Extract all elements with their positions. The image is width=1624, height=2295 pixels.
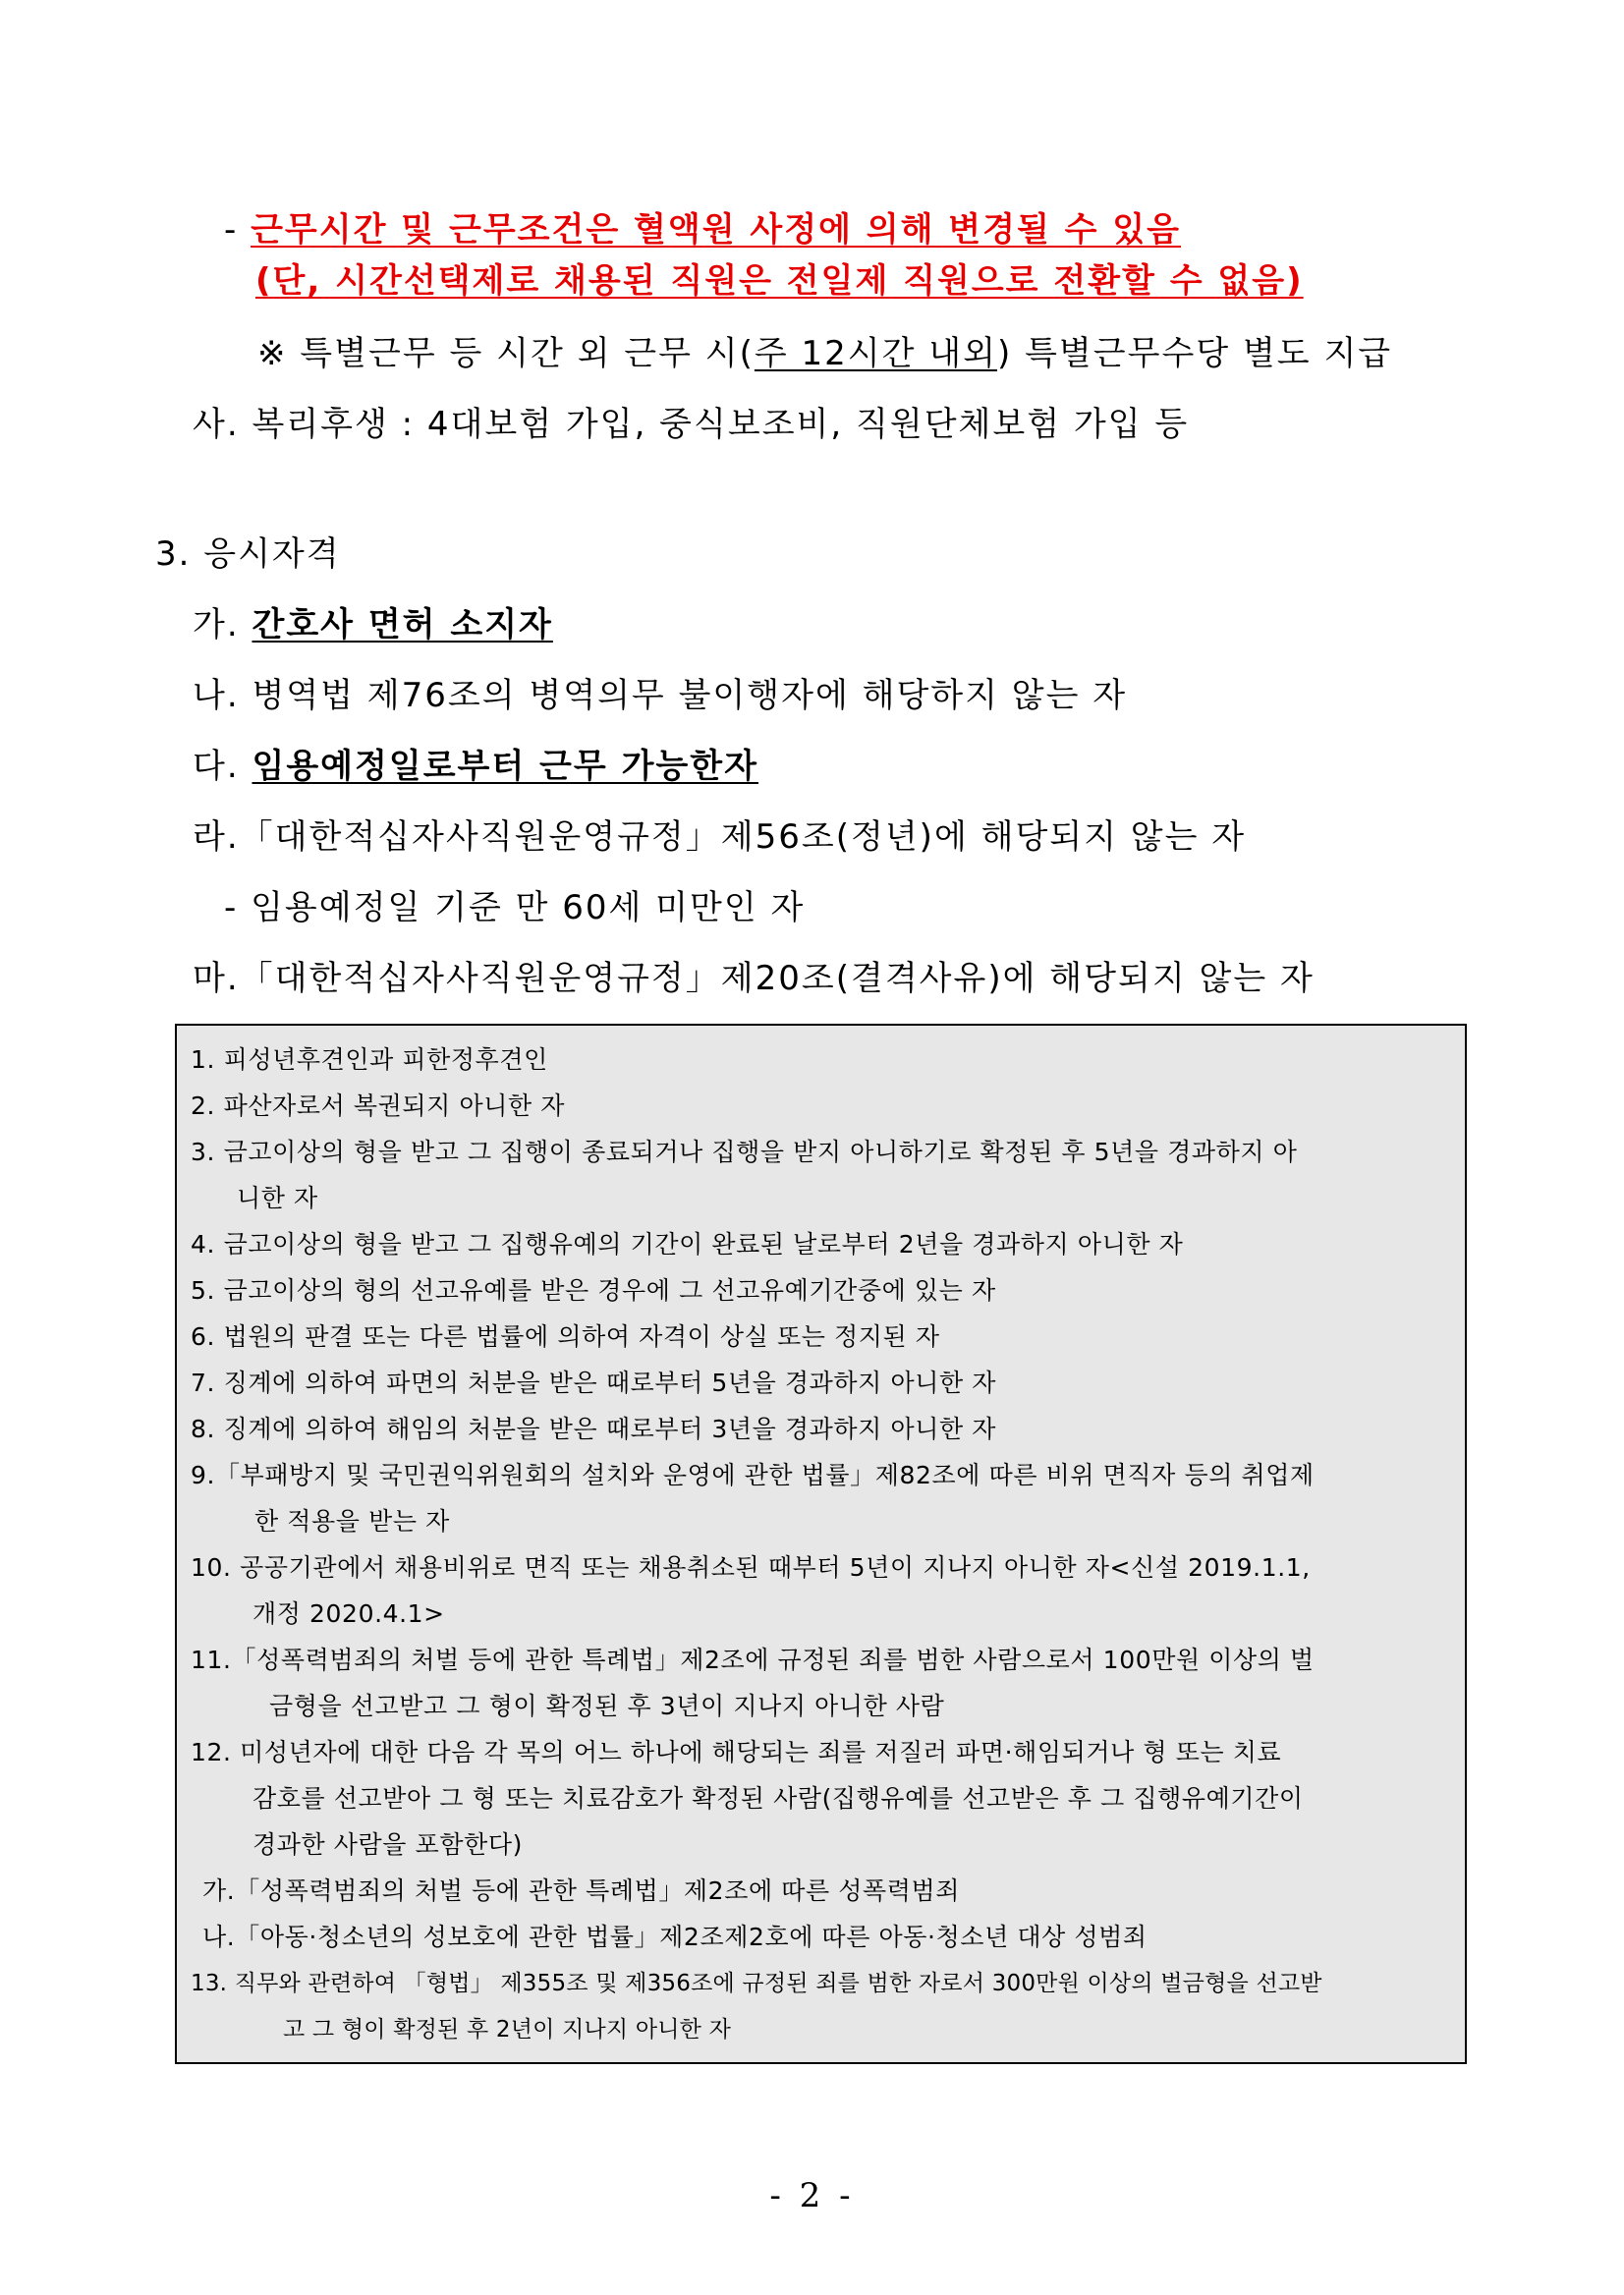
box-item-10: 10. 공공기관에서 채용비위로 면직 또는 채용취소된 때부터 5년이 지나지 아니한 자<신설 2019.1.1, [191,1553,1311,1582]
box-item-9-cont: 한 적용을 받는 자 [254,1507,450,1536]
box-item-6: 6. 법원의 판결 또는 다른 법률에 의하여 자격이 상실 또는 정지된 자 [191,1322,940,1351]
qualification-a-text: 간호사 면허 소지자 [252,605,553,644]
work-condition-notice: 근무시간 및 근무조건은 혈액원 사정에 의해 변경될 수 있음 [251,210,1182,250]
box-item-12-cont-2: 경과한 사람을 포함한다) [252,1830,523,1859]
notice-line-2: (단, 시간선택제로 채용된 직원은 전일제 직원으로 전환할 수 없음) [255,261,1304,301]
box-item-9: 9.「부패방지 및 국민권익위원회의 설치와 운영에 관한 법률」제82조에 따른 비위 면직자 등의 취업제 [191,1461,1315,1489]
box-item-12: 12. 미성년자에 대한 다음 각 목의 어느 하나에 해당되는 죄를 저질러 파면·해임되거나 형 또는 치료 [191,1738,1282,1766]
welfare-line: 사. 복리후생 : 4대보험 가입, 중식보조비, 직원단체보험 가입 등 [193,405,1190,444]
qualification-e: 마.「대한적십자사직원운영규정」제20조(결격사유)에 해당되지 않는 자 [193,959,1315,998]
box-item-12-na: 나.「아동·청소년의 성보호에 관한 법률」제2조제2호에 따른 아동·청소년 대상 성범죄 [202,1923,1148,1951]
qualification-d-sub: - 임용예정일 기준 만 60세 미만인 자 [224,888,806,927]
qualification-c-text: 임용예정일로부터 근무 가능한자 [252,747,758,786]
qualification-a [193,605,553,644]
qualification-c-label: 다. [193,747,252,786]
overtime-hours: 주 12시간 내외 [754,334,997,373]
box-item-3-cont: 니한 자 [237,1184,318,1212]
box-item-2: 2. 파산자로서 복권되지 아니한 자 [191,1092,565,1120]
qualification-c [193,747,758,786]
box-item-8: 8. 징계에 의하여 해임의 처분을 받은 때로부터 3년을 경과하지 아니한 자 [191,1415,997,1443]
box-item-13-cont: 고 그 형이 확정된 후 2년이 지나지 아니한 자 [283,2017,732,2043]
box-item-7: 7. 징계에 의하여 파면의 처분을 받은 때로부터 5년을 경과하지 아니한 자 [191,1369,997,1397]
section-heading: 3. 응시자격 [155,534,341,574]
overtime-note-c: ) 특별근무수당 별도 지급 [997,334,1393,373]
box-item-11-cont: 금형을 선고받고 그 형이 확정된 후 3년이 지나지 아니한 사람 [269,1692,945,1720]
notice-line-1 [224,210,1181,250]
box-item-4: 4. 금고이상의 형을 받고 그 집행유예의 기간이 완료된 날로부터 2년을 경과하지 아니한 자 [191,1230,1184,1259]
qualification-a-label: 가. [193,605,252,644]
qualification-d: 라.「대한적십자사직원운영규정」제56조(정년)에 해당되지 않는 자 [193,817,1247,857]
box-item-10-cont: 개정 2020.4.1> [252,1599,445,1628]
box-item-5: 5. 금고이상의 형의 선고유예를 받은 경우에 그 선고유예기간중에 있는 자 [191,1276,996,1305]
box-item-3: 3. 금고이상의 형을 받고 그 집행이 종료되거나 집행을 받지 아니하기로 확정된 후 5년을 경과하지 아 [191,1138,1298,1166]
overtime-note [257,334,1392,373]
box-item-12-ga: 가.「성폭력범죄의 처벌 등에 관한 특례법」제2조에 따른 성폭력범죄 [202,1876,961,1905]
box-item-12-cont-1: 감호를 선고받아 그 형 또는 치료감호가 확정된 사람(집행유예를 선고받은 후 그 집행유예기간이 [252,1784,1304,1813]
disqualification-box [175,1024,1467,2064]
page-number: - 2 - [769,2176,855,2215]
overtime-note-a: ※ 특별근무 등 시간 외 근무 시( [257,334,755,373]
box-item-1: 1. 피성년후견인과 피한정후견인 [191,1045,548,1074]
box-item-11: 11.「성폭력범죄의 처벌 등에 관한 특례법」제2조에 규정된 죄를 범한 사람으로서 100만원 이상의 벌 [191,1646,1315,1674]
box-item-13: 13. 직무와 관련하여 「형법」 제355조 및 제356조에 규정된 죄를 범한 자로서 300만원 이상의 벌금형을 선고받 [191,1971,1322,1996]
dash: - [224,210,252,250]
qualification-b: 나. 병역법 제76조의 병역의무 불이행자에 해당하지 않는 자 [193,676,1128,715]
